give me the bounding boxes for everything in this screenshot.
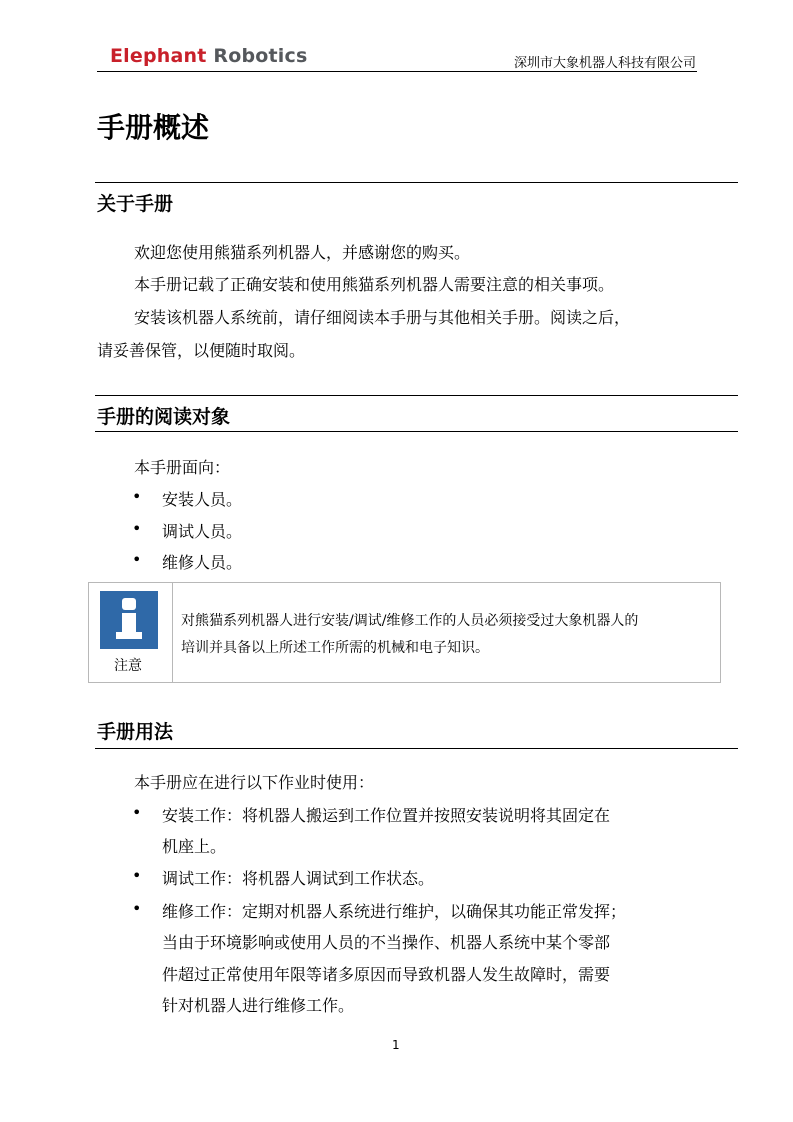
note-divider	[172, 582, 173, 683]
note-label: 注意	[114, 658, 142, 674]
section-title-audience: 手册的阅读对象	[97, 406, 231, 428]
section-divider	[95, 431, 738, 432]
list-item: 安装工作：将机器人搬运到工作位置并按照安装说明将其固定在	[162, 806, 611, 825]
company-logo	[110, 45, 307, 67]
list-item: 调试人员。	[162, 522, 243, 541]
section-divider	[95, 182, 738, 183]
section-divider	[95, 748, 738, 749]
bullet-icon: •	[132, 899, 142, 918]
logo-text-elephant: Elephant	[110, 45, 207, 67]
bullet-icon: •	[132, 866, 142, 885]
paragraph: 请妥善保管，以便随时取阅。	[97, 341, 306, 360]
note-text: 培训并具备以上所述工作所需的机械和电子知识。	[181, 640, 489, 656]
list-item: 维修工作：定期对机器人系统进行维护，以确保其功能正常发挥；	[162, 902, 627, 921]
bullet-icon: •	[132, 803, 142, 822]
section-title-about: 关于手册	[97, 193, 174, 215]
section-title-usage: 手册用法	[97, 721, 174, 743]
list-item: 安装人员。	[162, 490, 243, 509]
company-name: 深圳市大象机器人科技有限公司	[513, 56, 696, 71]
list-item: 调试工作：将机器人调试到工作状态。	[162, 869, 435, 888]
header-divider	[97, 71, 697, 72]
section-divider	[95, 395, 738, 396]
list-intro: 本手册面向：	[134, 458, 231, 477]
list-item-continued: 针对机器人进行维修工作。	[162, 996, 355, 1015]
note-text: 对熊猫系列机器人进行安装/调试/维修工作的人员必须接受过大象机器人的	[181, 613, 639, 629]
list-item-continued: 当由于环境影响或使用人员的不当操作、机器人系统中某个零部	[162, 933, 611, 952]
list-item: 维修人员。	[162, 553, 243, 572]
bullet-icon: •	[132, 550, 142, 569]
page-number: 1	[392, 1038, 400, 1052]
paragraph: 安装该机器人系统前，请仔细阅读本手册与其他相关手册。阅读之后，	[134, 308, 631, 327]
list-intro: 本手册应在进行以下作业时使用：	[134, 773, 375, 792]
bullet-icon: •	[132, 487, 142, 506]
note-box	[88, 582, 721, 683]
info-icon	[100, 591, 158, 649]
logo-text-robotics: Robotics	[213, 45, 308, 67]
bullet-icon: •	[132, 519, 142, 538]
page-title: 手册概述	[97, 111, 210, 144]
paragraph: 欢迎您使用熊猫系列机器人，并感谢您的购买。	[134, 243, 471, 262]
list-item-continued: 件超过正常使用年限等诸多原因而导致机器人发生故障时，需要	[162, 965, 611, 984]
paragraph: 本手册记载了正确安装和使用熊猫系列机器人需要注意的相关事项。	[134, 275, 615, 294]
list-item-continued: 机座上。	[162, 837, 227, 856]
